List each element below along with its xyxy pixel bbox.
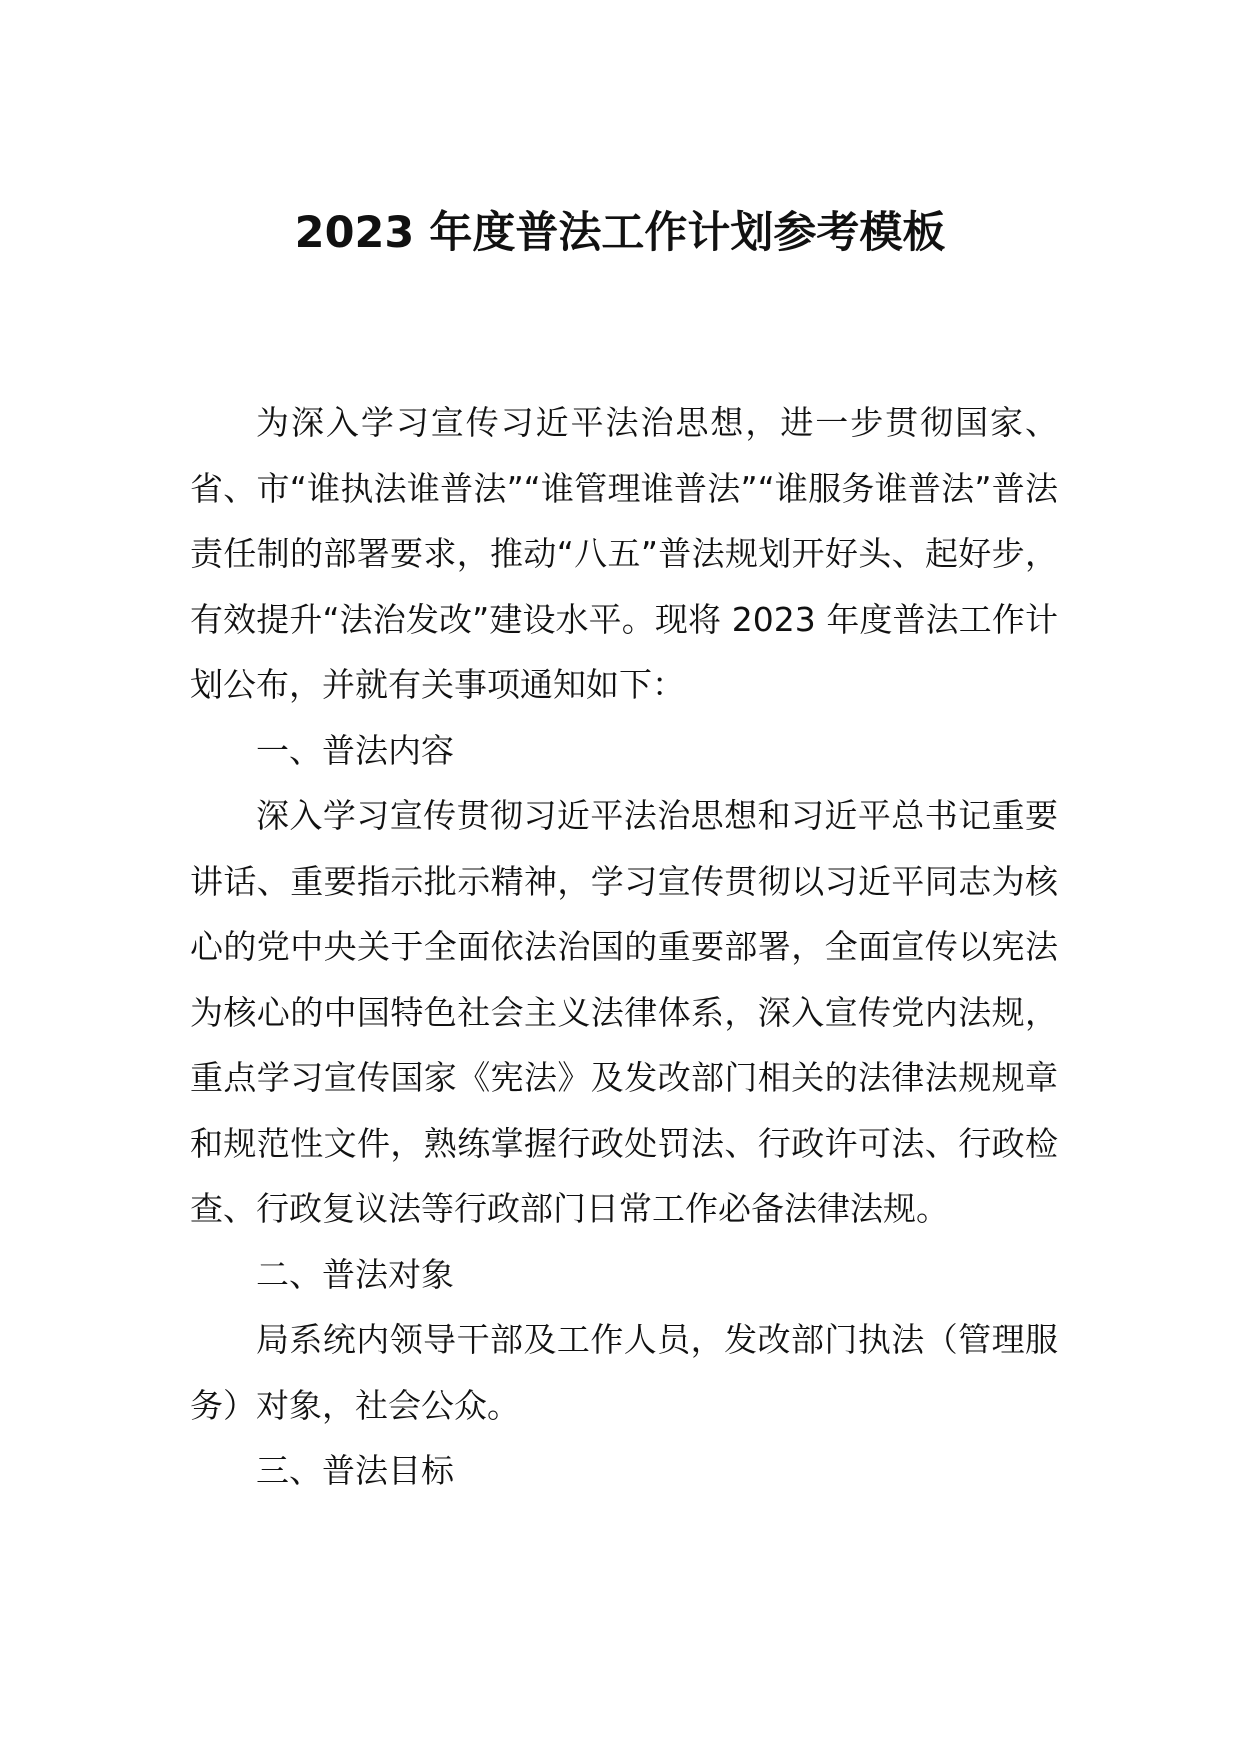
- section-heading-goals: 三、普法目标: [256, 1451, 454, 1490]
- document-body: [190, 390, 1058, 1504]
- section-body-audience: 局系统内领导干部及工作人员，发改部门执法（管理服务）对象，社会公众。: [190, 1320, 1058, 1425]
- intro-paragraph: 为深入学习宣传习近平法治思想，进一步贯彻国家、省、市“谁执法谁普法”“谁管理谁普法”“谁服务谁普法”普法责任制的部署要求，推动“八五”普法规划开好头、起好步，有效提升“法治发改”建设水平。现将 2023 年度普法工作计划公布，并就有关事项通知如下：: [190, 403, 1058, 704]
- section-heading-content: 一、普法内容: [256, 730, 454, 770]
- document-title: 2023 年度普法工作计划参考模板: [294, 208, 946, 258]
- section-heading-audience: 二、普法对象: [256, 1254, 454, 1294]
- section-body-content: 深入学习宣传贯彻习近平法治思想和习近平总书记重要讲话、重要指示批示精神，学习宣传贯彻以习近平同志为核心的党中央关于全面依法治国的重要部署，全面宣传以宪法为核心的中国特色社会主义法律体系，深入宣传党内法规，重点学习宣传国家《宪法》及发改部门相关的法律法规规章和规范性文件，熟练掌握行政处罚法、行政许可法、行政检查、行政复议法等行政部门日常工作必备法律法规。: [190, 796, 1058, 1228]
